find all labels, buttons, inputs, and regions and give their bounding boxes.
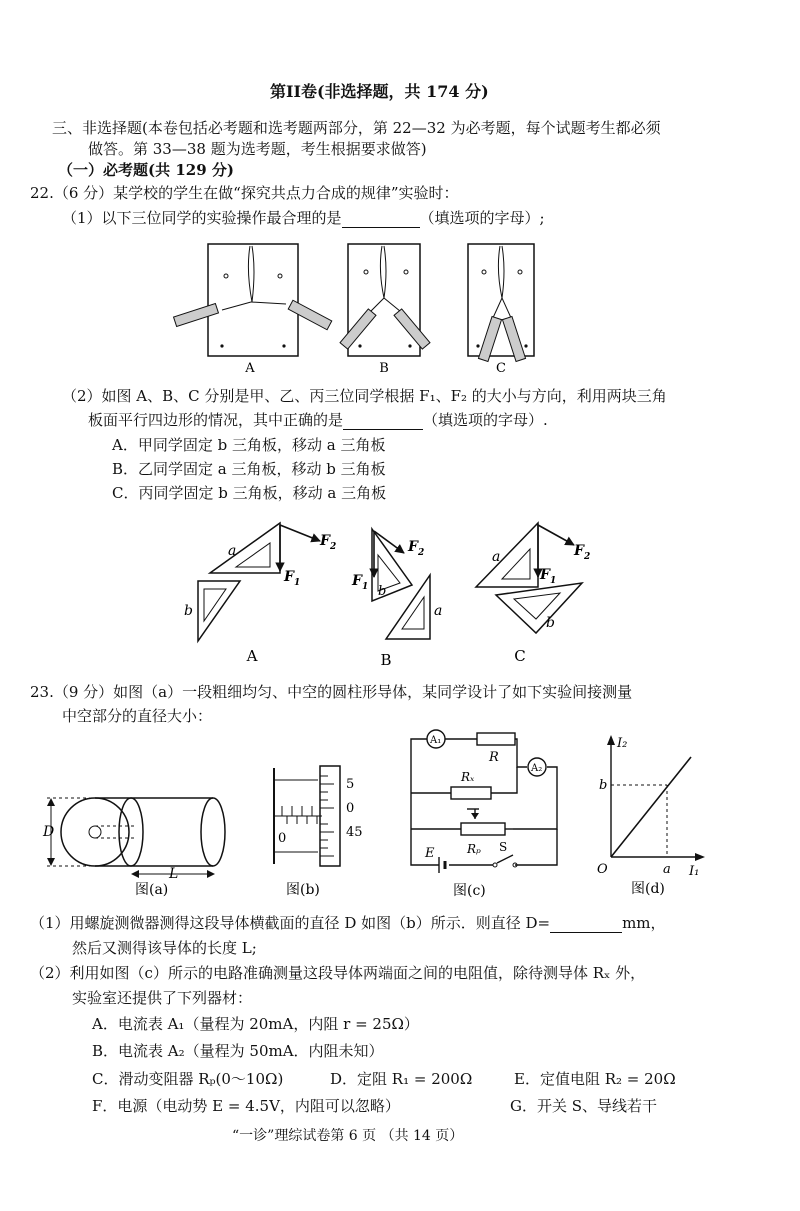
section3-line2: 做答。第 33—38 题为选考题，考生根据要求做答) xyxy=(88,140,427,158)
fig-b-tick-5: 5 xyxy=(346,777,355,792)
fig-a-caption: 图(a) xyxy=(135,882,169,898)
q22-part2-line2 xyxy=(88,410,548,430)
fig2-c-f2-letter: F xyxy=(574,543,584,559)
fig-a-l-label: L xyxy=(169,866,179,882)
q23-fig-b xyxy=(262,766,372,898)
fig2-b-label-b: b xyxy=(378,584,387,599)
q22-fig2 xyxy=(180,515,600,670)
equip-f: F．电源（电动势 E = 4.5V，内阻可以忽略） xyxy=(92,1097,400,1115)
section3-line1: 三、非选择题(本卷包括必考题和选考题两部分，第 22—32 为必考题，每个试题考生都必须 xyxy=(52,119,661,137)
fig-c-a2: A₂ xyxy=(531,763,543,774)
q23-p1-post: mm， xyxy=(622,914,666,932)
q23-p2-line2: 实验室还提供了下列器材： xyxy=(72,989,253,1007)
fig2-a xyxy=(184,523,336,665)
fig2-a-label-f1 xyxy=(283,569,300,588)
board-B xyxy=(340,244,430,356)
fig-d-caption: 图(d) xyxy=(631,881,665,897)
fig-d-b: b xyxy=(599,778,608,793)
fig2-b-label-a: a xyxy=(434,603,443,619)
fig2-c-f1-sub: 1 xyxy=(549,576,557,586)
fig1-label-a: A xyxy=(245,361,255,376)
fig-c-caption: 图(c) xyxy=(453,883,486,899)
page-footer: “一诊”理综试卷第 6 页 （共 14 页） xyxy=(232,1128,464,1144)
q22-stem: 22.（6 分）某学校的学生在做“探究共点力合成的规律”实验时： xyxy=(30,184,459,202)
fig1-label-c: C xyxy=(496,361,506,376)
q22-part1-post: （填选项的字母）; xyxy=(419,209,545,227)
board-A xyxy=(174,244,332,356)
q23-p2-line1: （2）利用如图（c）所示的电路准确测量这段导体两端面之间的电阻值，除待测导体 Rₓ 外， xyxy=(30,964,646,982)
equip-a: A．电流表 A₁（量程为 20mA，内阻 r = 25Ω） xyxy=(92,1015,419,1033)
fig2-a-f1-sub: 1 xyxy=(293,578,301,588)
fig2-label-b: B xyxy=(380,651,392,669)
fig2-a-label-a: a xyxy=(228,543,237,559)
q23-p1-line2: 然后又测得该导体的长度 L; xyxy=(72,939,257,957)
fig2-c-label-f2 xyxy=(573,543,590,562)
fig-b-tick-45: 45 xyxy=(346,825,363,840)
fig-c-a1: A₁ xyxy=(430,735,442,746)
fig-d-a: a xyxy=(663,862,671,877)
equip-c: C．滑动变阻器 Rₚ(0～10Ω) xyxy=(92,1070,284,1088)
q22-part2-line1: （2）如图 A、B、C 分别是甲、乙、丙三位同学根据 F₁、F₂ 的大小与方向，利用两块三角 xyxy=(62,387,667,405)
q23-fig-c xyxy=(405,727,580,902)
q22-option-b: B．乙同学固定 a 三角板，移动 b 三角板 xyxy=(112,460,386,478)
fig1-label-b: B xyxy=(379,361,389,376)
fig2-c-f1-letter: F xyxy=(540,567,550,583)
fig2-b-f2-sub: 2 xyxy=(417,548,425,558)
equip-e: E．定值电阻 R₂ = 20Ω xyxy=(514,1070,676,1088)
q22-option-a: A．甲同学固定 b 三角板，移动 a 三角板 xyxy=(112,436,386,454)
q23-stem-line2: 中空部分的直径大小： xyxy=(62,707,213,725)
fig2-c xyxy=(476,523,590,665)
fig2-a-f2-letter: F xyxy=(320,533,330,549)
fig-c-r: R xyxy=(489,750,499,765)
part-title: 第II卷(非选择题，共 174 分) xyxy=(270,82,489,101)
fig2-label-c: C xyxy=(514,647,526,665)
fig2-b-label-f1 xyxy=(351,573,368,592)
q23-stem-line1: 23.（9 分）如图（a）一段粗细均匀、中空的圆柱形导体，某同学设计了如下实验间接测量 xyxy=(30,683,633,701)
fig2-a-f2-sub: 2 xyxy=(329,542,337,552)
fig-d-x: I₁ xyxy=(689,864,700,879)
fig-d-y: I₂ xyxy=(617,736,628,751)
fig-c-rp: Rₚ xyxy=(467,842,481,856)
fig2-c-label-f1 xyxy=(539,567,556,586)
board-C xyxy=(468,244,534,361)
q22-part1-pre: （1）以下三位同学的实验操作最合理的是 xyxy=(62,209,342,227)
fig-d-o: O xyxy=(597,862,608,877)
q23-p1-line1 xyxy=(30,913,666,933)
fig2-b-label-f2 xyxy=(407,539,424,558)
q22-answer-blank-2[interactable] xyxy=(343,413,423,430)
fig-d-line xyxy=(611,757,691,857)
fig-b-tick-0: 0 xyxy=(346,801,355,816)
q23-p1-pre: （1）用螺旋测微器测得这段导体横截面的直径 D 如图（b）所示．则直径 D= xyxy=(30,914,551,932)
equip-g: G．开关 S、导线若干 xyxy=(510,1097,658,1115)
fig-b-caption: 图(b) xyxy=(286,882,320,898)
fig-b-zero: 0 xyxy=(278,831,287,846)
q22-part2-pre: 板面平行四边形的情况，其中正确的是 xyxy=(88,411,344,429)
q22-part1 xyxy=(62,208,545,228)
equip-b: B．电流表 A₂（量程为 50mA．内阻未知） xyxy=(92,1042,384,1060)
fig2-a-label-b: b xyxy=(184,603,193,619)
fig-a-d-label: D xyxy=(43,824,55,840)
fig-c-rx: Rₓ xyxy=(461,770,475,784)
fig2-c-label-b: b xyxy=(546,615,555,631)
equip-d: D．定阻 R₁ = 200Ω xyxy=(330,1070,473,1088)
fig-c-e: E xyxy=(425,846,435,861)
fig2-c-f2-sub: 2 xyxy=(583,552,591,562)
fig2-b xyxy=(351,529,442,669)
fig2-a-f1-letter: F xyxy=(284,569,294,585)
fig2-c-label-a: a xyxy=(492,549,501,565)
fig2-label-a: A xyxy=(246,647,258,665)
q22-option-c: C．丙同学固定 b 三角板，移动 a 三角板 xyxy=(112,484,387,502)
fig2-b-f2-letter: F xyxy=(408,539,418,555)
q23-fig-d xyxy=(595,727,710,897)
required-heading: （一）必考题(共 129 分) xyxy=(58,161,234,179)
fig2-b-f1-letter: F xyxy=(352,573,362,589)
q22-part2-post: （填选项的字母）. xyxy=(423,411,548,429)
fig-c-s: S xyxy=(499,840,508,854)
q22-fig1 xyxy=(200,240,540,380)
fig2-a-label-f2 xyxy=(319,533,336,552)
q23-fig-a xyxy=(35,790,235,900)
fig2-b-f1-sub: 1 xyxy=(361,582,369,592)
q22-answer-blank-1[interactable] xyxy=(342,211,420,228)
q23-answer-blank-d[interactable] xyxy=(550,916,622,933)
